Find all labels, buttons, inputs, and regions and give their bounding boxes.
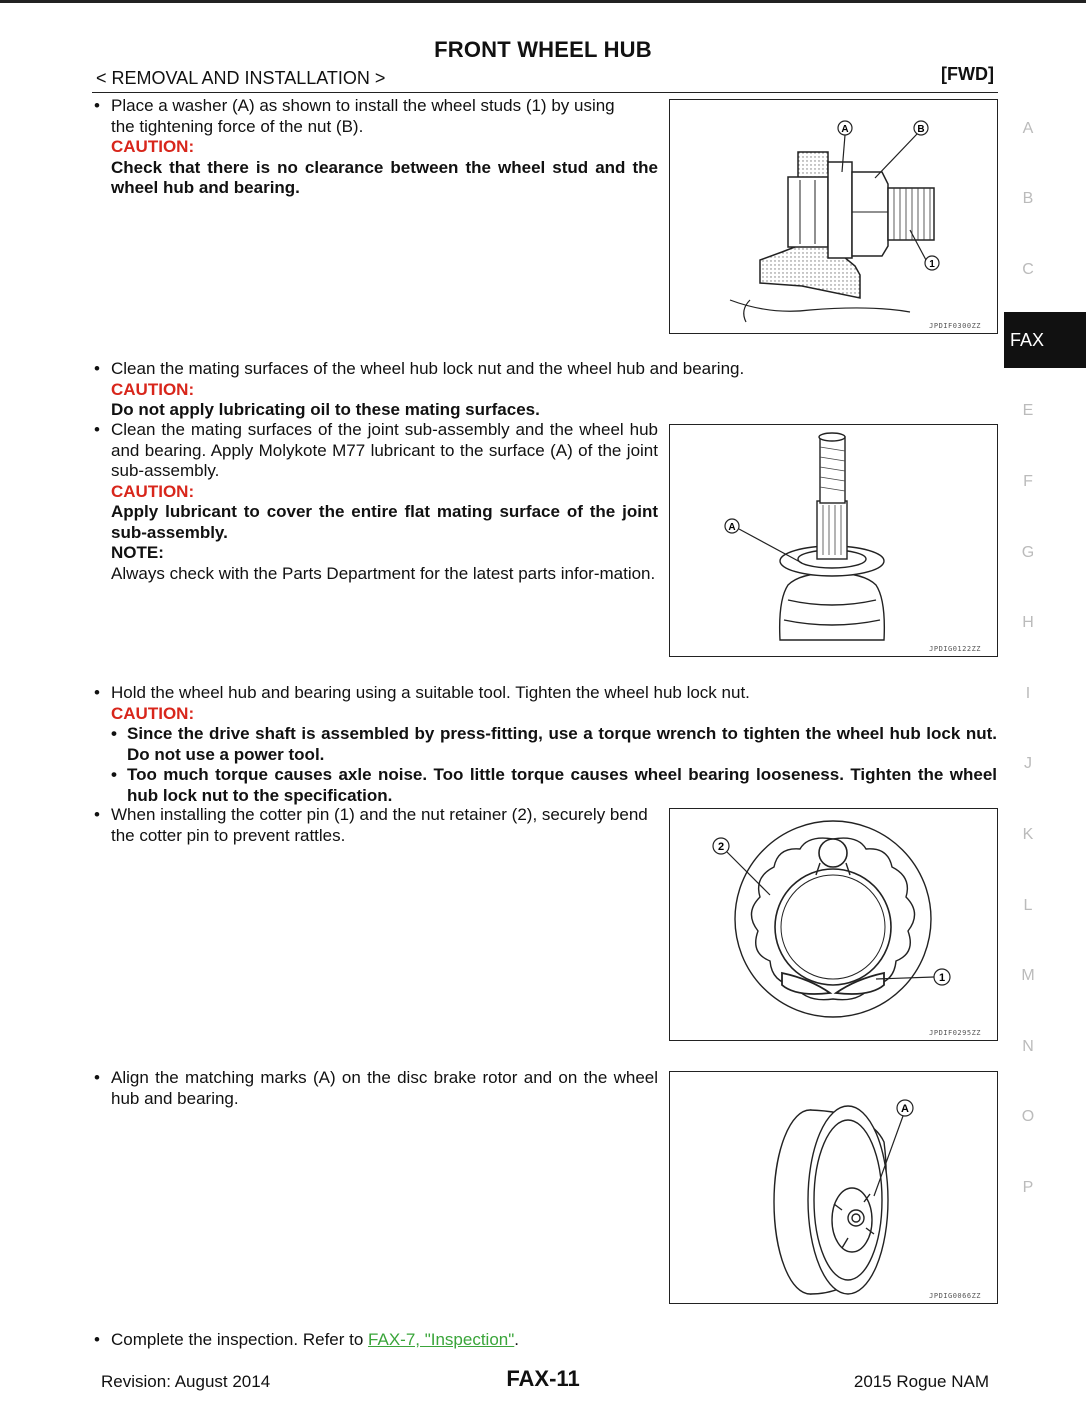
callout-b: B	[917, 124, 925, 135]
note-label: NOTE:	[111, 543, 164, 562]
tab-l[interactable]: L	[1023, 897, 1033, 914]
callout-a: A	[841, 124, 849, 135]
inspection-link[interactable]: FAX-7, "Inspection"	[368, 1330, 515, 1349]
tab-m[interactable]: M	[1021, 967, 1035, 984]
figure-brake-rotor	[669, 1071, 998, 1304]
step-clean-joint	[92, 420, 658, 584]
vehicle-model: 2015 Rogue NAM	[853, 1372, 989, 1391]
step-text-suffix: .	[514, 1330, 520, 1349]
caution-text: Do not apply lubricating oil to these mating surfaces.	[111, 400, 540, 419]
figure-cotter-pin	[669, 808, 998, 1041]
figure-joint-subassembly	[669, 424, 998, 657]
wheel-stud-diagram	[670, 100, 997, 333]
drive-type-tag: [FWD]	[941, 64, 994, 84]
callout-2: 2	[717, 841, 725, 853]
tab-n[interactable]: N	[1022, 1038, 1034, 1055]
caution-text: Check that there is no clearance between the wheel stud and the wheel hub and bearing.	[111, 157, 658, 197]
step-tighten-locknut	[92, 683, 997, 806]
tab-p[interactable]: P	[1022, 1179, 1034, 1196]
tab-g[interactable]: G	[1021, 544, 1035, 561]
step-text: the tightening force of the nut (B).	[111, 116, 364, 136]
tab-j[interactable]: J	[1024, 755, 1032, 772]
callout-1: 1	[929, 259, 935, 270]
step-text: • Clean the mating surfaces of the wheel hub lock nut and the wheel hub and bearing.	[92, 359, 812, 380]
tab-fax[interactable]: FAX	[1004, 312, 1086, 368]
tab-o[interactable]: O	[1021, 1108, 1035, 1125]
tab-h[interactable]: H	[1022, 614, 1034, 631]
page-number: FAX-11	[506, 1366, 580, 1391]
step-matching-marks	[92, 1068, 658, 1109]
tab-c[interactable]: C	[1022, 261, 1034, 278]
joint-subassembly-diagram	[670, 425, 997, 656]
callout-a: A	[728, 522, 736, 533]
figure-id: JPDIG0122ZZ	[929, 645, 981, 653]
page-title: FRONT WHEEL HUB	[434, 37, 652, 62]
tab-e[interactable]: E	[1022, 402, 1034, 419]
step-clean-locknut	[92, 359, 812, 421]
step-complete-inspection	[92, 1330, 792, 1351]
step-text: • Hold the wheel hub and bearing using a suitable tool. Tighten the wheel hub lock nut.	[92, 683, 997, 704]
caution-label: CAUTION:	[111, 481, 195, 501]
brake-rotor-diagram	[670, 1072, 997, 1303]
caution-label: CAUTION:	[111, 137, 195, 156]
tab-f[interactable]: F	[1023, 473, 1033, 490]
revision-date: Revision: August 2014	[101, 1372, 271, 1391]
callout-1: 1	[938, 972, 946, 984]
figure-wheel-stud	[669, 99, 998, 334]
step-washer	[92, 96, 658, 199]
caution-item: • Since the drive shaft is assembled by press-fitting, use a torque wrench to tighten the wheel hub lock nut. Do not use a power tool.	[92, 724, 997, 765]
header-rule	[92, 92, 998, 93]
step-text: Complete the inspection. Refer to	[111, 1330, 369, 1349]
step-text: • Place a washer (A) as shown to install the wheel studs (1) by using	[92, 96, 658, 117]
top-border	[0, 0, 1086, 3]
caution-label: CAUTION:	[111, 379, 195, 399]
step-text: • Align the matching marks (A) on the disc brake rotor and on the wheel hub and bearing.	[92, 1068, 658, 1109]
figure-id: JPDIF0300ZZ	[929, 322, 981, 330]
tab-k[interactable]: K	[1022, 826, 1034, 843]
tab-b[interactable]: B	[1022, 190, 1034, 207]
caution-text: Apply lubricant to cover the entire flat mating surface of the joint sub-assembly.	[111, 502, 658, 542]
cotter-pin-diagram	[670, 809, 997, 1040]
step-text: • When installing the cotter pin (1) and the nut retainer (2), securely bend the cotter pin to prevent rattles.	[92, 805, 658, 846]
section-heading: < REMOVAL AND INSTALLATION >	[96, 68, 386, 88]
tab-i[interactable]: I	[1025, 685, 1031, 702]
callout-a: A	[901, 1103, 909, 1115]
step-text: • Clean the mating surfaces of the joint sub-assembly and the wheel hub and bearing. Apply Molykote M77 lubricant to the surface (A) of the joint sub-assembly.	[92, 420, 658, 482]
caution-label: CAUTION:	[111, 703, 195, 723]
note-text: Always check with the Parts Department for the latest parts infor-mation.	[111, 563, 656, 583]
caution-item: • Too much torque causes axle noise. Too little torque causes wheel bearing looseness. Tighten the wheel hub lock nut to the specification.	[92, 765, 997, 806]
figure-id: JPDIG0066ZZ	[929, 1292, 981, 1300]
figure-id: JPDIF0295ZZ	[929, 1029, 981, 1037]
tab-a[interactable]: A	[1022, 120, 1034, 137]
step-cotter-pin	[92, 805, 658, 846]
